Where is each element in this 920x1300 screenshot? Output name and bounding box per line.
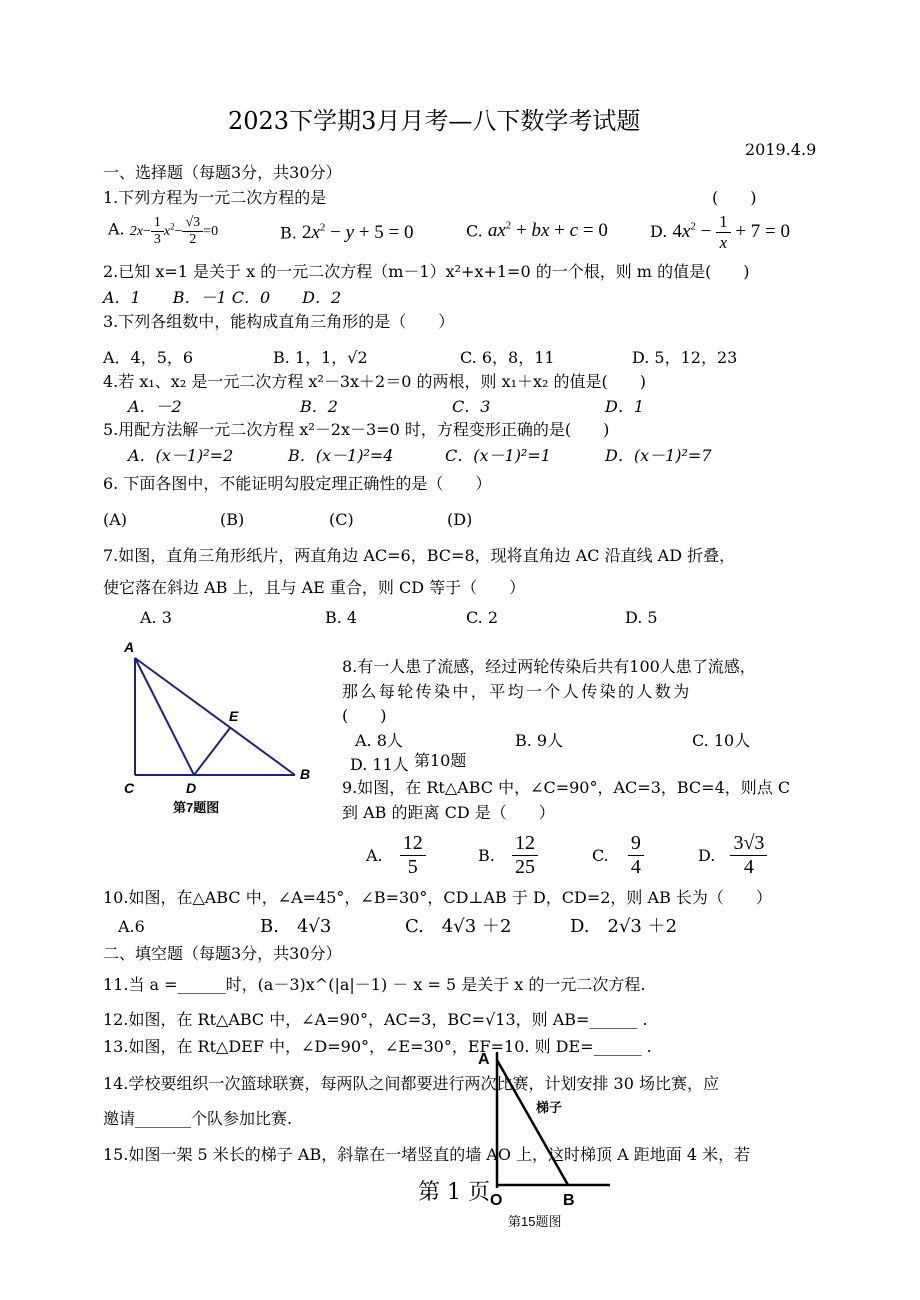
q7-label-a: A [124,639,135,655]
q7-label-c: C [124,780,135,796]
q7-option-b: B. 4 [325,608,358,627]
q7-figure [118,636,328,821]
q7-label-d: D [186,780,197,796]
q9-a-label: A. [366,846,383,865]
q15-text: 15.如图一架 5 米长的梯子 AB，斜靠在一堵竖直的墙 AO 上，这时梯顶 A 距地面 4 米，若 [103,1145,751,1164]
q7-option-a: A. 3 [140,608,172,627]
q4-stem: 4.若 x₁、x₂ 是一元二次方程 x²－3x＋2＝0 的两根，则 x₁＋x₂ 的值是( ) [103,372,647,391]
q3-stem: 3.下列各组数中，能构成直角三角形的是（ ） [103,312,455,331]
q7-label-b: B [300,766,311,782]
q8-line3: ( ) [342,706,387,725]
q1-b-label: B. [280,223,297,243]
q1-d-formula: $4x^2$ − $\frac{1}{x}$ + 7 = 0 [672,212,791,252]
q8-option-b: B. 9人 [515,731,564,750]
q5-option-b: B．(x－1)²=4 [288,446,394,465]
q1-option-c [466,220,608,242]
q8-line2: 那么每轮传染中，平均一个人传染的人数为 [342,682,692,701]
q9-a-num: 12 [400,832,426,856]
q1-b-formula: $2x^2 - y + 5 = 0$ [301,222,414,244]
q1-c-label: C. [466,221,483,241]
q6-option-d: (D) [447,510,473,529]
q9-option-d [698,832,767,879]
q1-option-d [650,212,790,253]
q12-text: 12.如图，在 Rt△ABC 中，∠A=90°，AC=3，BC=√13，则 AB=______ . [103,1010,648,1029]
q8-line1: 8.有一人患了流感，经过两轮传染后共有100人患了流感， [342,657,756,676]
q1-option-b [280,222,413,244]
q14-line1: 14.学校要组织一次篮球联赛，每两队之间都要进行两次比赛，计划安排 30 场比赛，应 [103,1074,719,1093]
q7-label-e: E [229,708,239,724]
q3-option-b: B. 1，1，√2 [273,348,368,367]
q9-option-a [366,832,426,879]
exam-date: 2019.4.9 [745,140,817,159]
q15-label-a: A [478,1051,490,1068]
q9-option-b [478,832,538,879]
q15-ladder-label: 梯子 [536,1100,563,1115]
section-fill-heading: 二、填空题（每题3分，共30分） [103,944,342,963]
q10-figure-label: 第10题 [414,751,467,770]
q15-ladder [497,1060,568,1185]
q10-option-b: B. 4√3 [260,916,332,937]
q8-option-c: C. 10人 [692,731,751,750]
q4-option-a: A．－2 [128,397,182,416]
q6-option-b: (B) [220,510,245,529]
q14-line2: 邀请_______个队参加比赛. [103,1109,293,1128]
q3-option-d: D. 5，12，23 [632,348,738,367]
section-choice-heading: 一、选择题（每题3分，共30分） [103,163,342,182]
q7-line-ad [135,658,194,775]
q1-d-label: D. [650,221,668,241]
q15-label-b: B [563,1192,575,1209]
q4-option-d: D．1 [605,397,645,416]
q13-text: 13.如图，在 Rt△DEF 中，∠D=90°，∠E=30°，EF=10. 则 DE=______ . [103,1037,652,1056]
q9-b-den: 25 [514,856,535,878]
q7-line1: 7.如图，直角三角形纸片，两直角边 AC=6，BC=8，现将直角边 AC 沿直线 AD 折叠， [103,546,736,565]
q3-option-a: A．4，5，6 [103,348,194,367]
q2-stem: 2.已知 x=1 是关于 x 的一元二次方程（m－1）x²+x+1=0 的一个根，则 m 的值是( ) [103,262,750,281]
q4-option-c: C．3 [452,397,491,416]
q9-d-label: D. [698,846,716,865]
q9-c-label: C. [592,846,609,865]
q10-option-c: C. 4√3 ＋2 [405,916,512,937]
q9-c-den: 4 [630,856,641,878]
q10-option-d: D. 2√3 ＋2 [570,916,678,937]
q6-option-c: (C) [329,510,354,529]
q9-b-num: 12 [512,832,538,856]
q1-paren: ( ) [712,188,757,207]
q9-option-c [592,832,644,879]
q1-c-formula: $ax^2$ + bx + c = 0 [487,220,608,242]
q9-line2: 到 AB 的距离 CD 是（ ） [342,803,555,822]
q5-stem: 5.用配方法解一元二次方程 x²－2x－3=0 时，方程变形正确的是( ) [103,420,610,439]
page-footer: 第 1 页 [418,1180,490,1205]
q9-a-den: 5 [407,856,418,878]
q9-line1: 9.如图，在 Rt△ABC 中，∠C=90°，AC=3，BC=4，则点 C [342,778,791,797]
q7-line-de [194,728,230,775]
q5-option-a: A．(x－1)²=2 [128,446,234,465]
q8-option-d: D. 11人 [350,755,409,774]
q10-option-a: A.6 [118,917,145,936]
q15-label-o: O [490,1192,503,1209]
q4-option-b: B．2 [300,397,338,416]
q7-option-c: C. 2 [466,608,499,627]
q7-caption: 第7题图 [173,800,220,815]
q2-options: A．1 B．－1 C．0 D．2 [103,288,342,307]
q1-a-label: A. [108,219,125,239]
q10-stem: 10.如图，在△ABC 中，∠A=45°，∠B=30°，CD⊥AB 于 D，CD=2，则 AB 长为（ ） [103,888,772,907]
q9-d-num: 3√3 [730,832,767,856]
q9-c-num: 9 [628,832,644,856]
q6-stem: 6. 下面各图中，不能证明勾股定理正确性的是（ ） [103,474,492,493]
q3-option-c: C. 6，8，11 [460,348,555,367]
q7-line2: 使它落在斜边 AB 上，且与 AE 重合，则 CD 等于（ ） [103,578,526,597]
q6-option-a: (A) [103,510,128,529]
q5-option-c: C．(x－1)²=1 [445,446,551,465]
q9-d-den: 4 [743,856,754,878]
q8-option-a: A. 8人 [355,731,403,750]
q7-option-d: D. 5 [625,608,658,627]
exam-title: 2023下学期3月月考—八下数学考试题 [228,107,641,135]
q5-option-d: D．(x－1)²=7 [605,446,712,465]
q11-text: 11.当 a =______时，(a－3)x^(|a|－1) － x = 5 是关于 x 的一元二次方程. [103,975,646,994]
q15-figure [470,1040,620,1236]
q9-b-label: B. [478,846,495,865]
q1-a-formula: 2x− $\frac{1}{3}$ $x^2-$ $\frac{√3}{2}$ =0 [129,215,219,247]
q15-caption: 第15题图 [508,1214,562,1229]
q7-side-ab [135,658,295,775]
q1-stem: 1.下列方程为一元二次方程的是 [103,188,327,207]
q1-option-a [108,215,218,248]
